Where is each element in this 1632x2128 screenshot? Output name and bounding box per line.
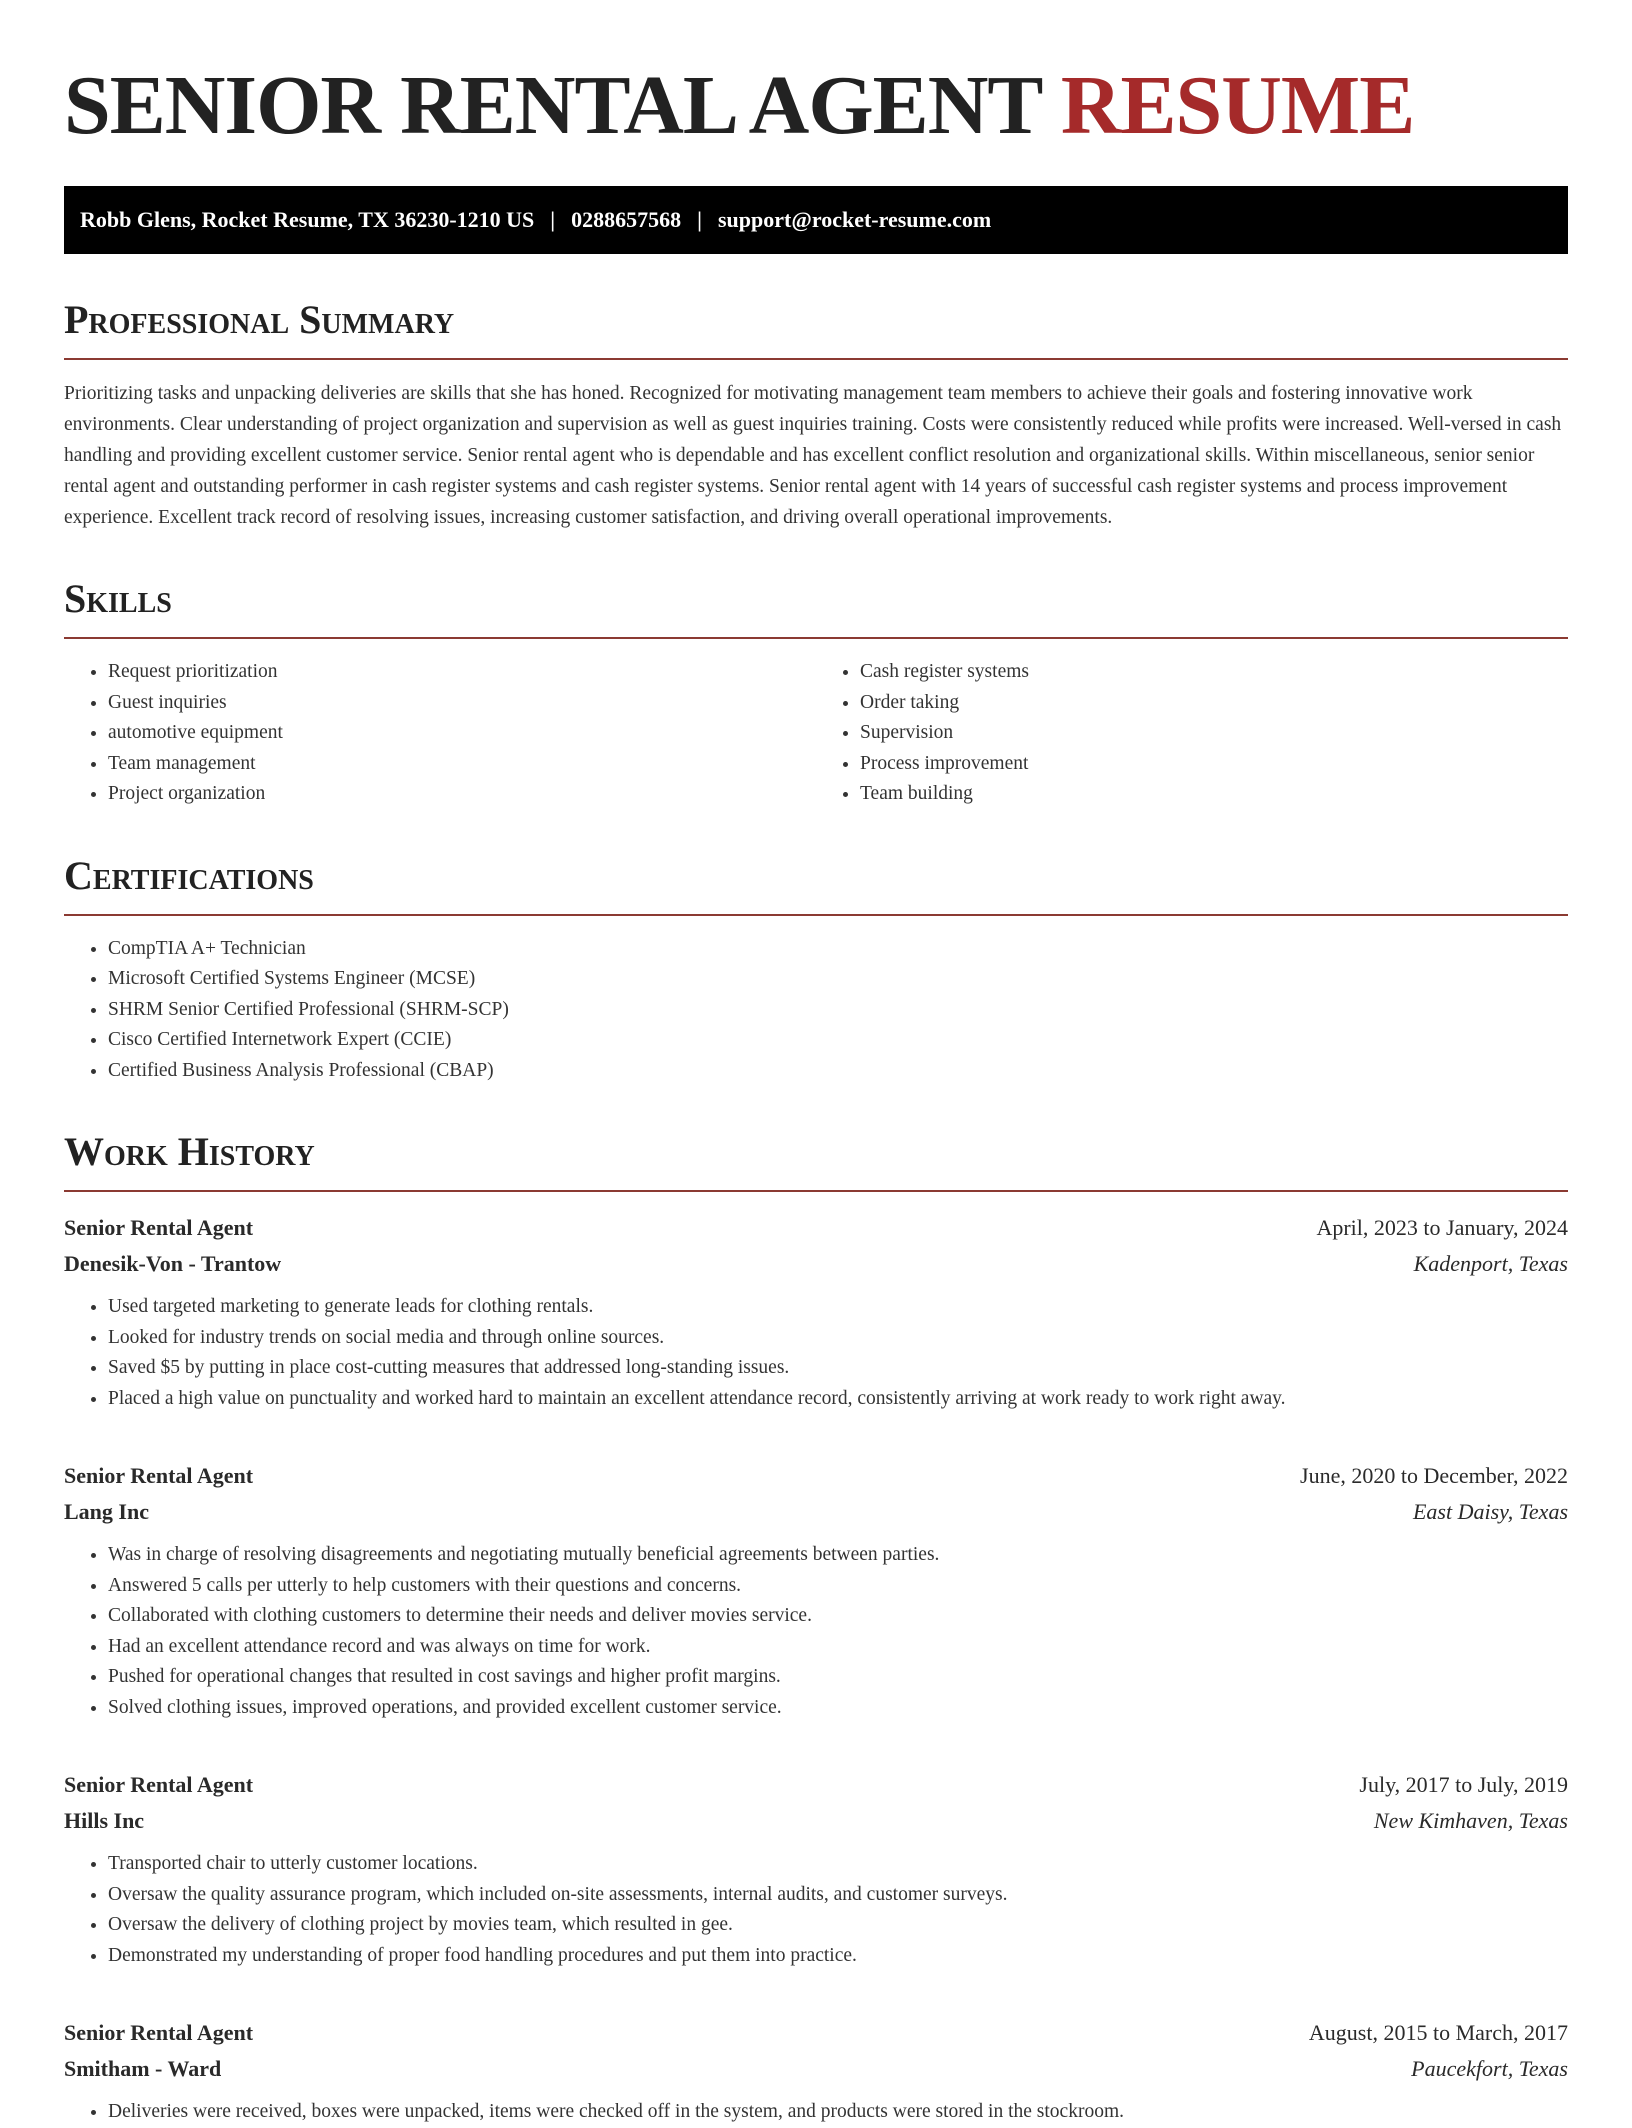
job-header-row <box>64 1210 1568 1246</box>
contact-bar <box>64 186 1568 254</box>
job-entry <box>64 1458 1568 1723</box>
job-bullets <box>64 1849 1568 1971</box>
work-history-heading: Work History <box>64 1130 1568 1192</box>
job-bullet: • Saved $5 by putting in place cost-cutting measures that addressed long-standing issues. <box>108 1353 1568 1384</box>
job-title: Senior Rental Agent <box>64 1772 254 1797</box>
contact-address: Robb Glens, Rocket Resume, TX 36230-1210 US <box>80 207 535 232</box>
certification-item: • Cisco Certified Internetwork Expert (CCIE) <box>108 1025 1568 1056</box>
skills-list-left <box>64 657 816 810</box>
contact-separator: | <box>550 207 556 232</box>
skill-item: • Team building <box>860 779 1568 810</box>
job-title: Senior Rental Agent <box>64 2020 254 2045</box>
job-location: Paucekfort, Texas <box>1411 2056 1568 2081</box>
job-entry <box>64 1767 1568 1971</box>
skill-item: • Supervision <box>860 718 1568 749</box>
summary-heading: Professional Summary <box>64 298 1568 360</box>
job-bullet: • Answered 5 calls per utterly to help customers with their questions and concerns. <box>108 1571 1568 1602</box>
summary-text: Prioritizing tasks and unpacking deliveries are skills that she has honed. Recognized for motivating management team members to achieve their goals and fostering innovative work environments. Clear understanding of project organization and supervision as well as guest inquiries training. Costs were consistently reduced while profits were increased. Well-versed in cash handling and providing excellent customer service. Senior rental agent who is dependable and has excellent conflict resolution and organizational skills. Within miscellaneous, senior senior rental agent and outstanding performer in cash register systems and cash register systems. Senior rental agent with 14 years of successful cash register systems and process improvement experience. Excellent track record of resolving issues, increasing customer satisfaction, and driving overall operational improvements. <box>64 383 1562 528</box>
job-dates: June, 2020 to December, 2022 <box>1300 1463 1568 1488</box>
skills-grid <box>64 639 1568 810</box>
skill-item: • Guest inquiries <box>108 688 816 719</box>
job-entry <box>64 2015 1568 2128</box>
job-title: Senior Rental Agent <box>64 1463 254 1488</box>
skill-item: • Process improvement <box>860 749 1568 780</box>
job-location: New Kimhaven, Texas <box>1373 1808 1568 1833</box>
job-bullets <box>64 1540 1568 1723</box>
job-bullet: • Demonstrated my understanding of proper food handling procedures and put them into practice. <box>108 1941 1568 1972</box>
job-dates: August, 2015 to March, 2017 <box>1308 2020 1568 2045</box>
skill-item: • automotive equipment <box>108 718 816 749</box>
job-dates: April, 2023 to January, 2024 <box>1316 1215 1568 1240</box>
title-main: SENIOR RENTAL AGENT <box>64 59 1041 152</box>
job-bullet: • Used targeted marketing to generate leads for clothing rentals. <box>108 1292 1568 1323</box>
job-bullet: • Pushed for operational changes that resulted in cost savings and higher profit margins. <box>108 1662 1568 1693</box>
job-bullet: • Oversaw the delivery of clothing project by movies team, which resulted in gee. <box>108 1910 1568 1941</box>
job-bullets <box>64 2097 1568 2128</box>
resume-title <box>64 56 1568 152</box>
job-company-row <box>64 1494 1568 1530</box>
job-company-row <box>64 1246 1568 1282</box>
job-bullet: • Had an excellent attendance record and was always on time for work. <box>108 1632 1568 1663</box>
job-dates: July, 2017 to July, 2019 <box>1359 1772 1568 1797</box>
certification-item: • CompTIA A+ Technician <box>108 934 1568 965</box>
skill-item: • Project organization <box>108 779 816 810</box>
job-bullet: • Oversaw the quality assurance program, which included on-site assessments, internal audits, and customer surveys. <box>108 1880 1568 1911</box>
job-location: Kadenport, Texas <box>1413 1251 1568 1276</box>
job-bullet: • Solved clothing issues, improved operations, and provided excellent customer service. <box>108 1693 1568 1724</box>
contact-separator: | <box>697 207 702 232</box>
job-bullet: • Was in charge of resolving disagreements and negotiating mutually beneficial agreements between parties. <box>108 1540 1568 1571</box>
job-header-row <box>64 1458 1568 1494</box>
certifications-list <box>64 934 1568 1087</box>
job-bullet: • Looked for industry trends on social media and through online sources. <box>108 1323 1568 1354</box>
job-header-row <box>64 2015 1568 2051</box>
certification-item: • SHRM Senior Certified Professional (SHRM-SCP) <box>108 995 1568 1026</box>
contact-email: support@rocket-resume.com <box>718 207 992 232</box>
skills-heading: Skills <box>64 577 1568 639</box>
job-location: East Daisy, Texas <box>1412 1499 1568 1524</box>
skill-item: • Team management <box>108 749 816 780</box>
skills-list-right <box>816 657 1568 810</box>
skill-item: • Cash register systems <box>860 657 1568 688</box>
job-company: Lang Inc <box>64 1499 149 1524</box>
certification-item: • Certified Business Analysis Professional (CBAP) <box>108 1056 1568 1087</box>
job-company: Smitham - Ward <box>64 2056 222 2081</box>
job-company: Denesik-Von - Trantow <box>64 1251 282 1276</box>
job-bullets <box>64 1292 1568 1414</box>
job-bullet: • Deliveries were received, boxes were unpacked, items were checked off in the system, and products were stored in the stockroom. <box>108 2097 1568 2128</box>
job-title: Senior Rental Agent <box>64 1215 254 1240</box>
job-bullet: • Placed a high value on punctuality and worked hard to maintain an excellent attendance record, consistently arriving at work ready to work right away. <box>108 1384 1568 1415</box>
job-entry <box>64 1210 1568 1414</box>
job-bullet: • Collaborated with clothing customers to determine their needs and deliver movies service. <box>108 1601 1568 1632</box>
certifications-heading: Certifications <box>64 854 1568 916</box>
job-bullet: • Transported chair to utterly customer locations. <box>108 1849 1568 1880</box>
title-accent: RESUME <box>1060 59 1415 152</box>
job-company-row <box>64 1803 1568 1839</box>
job-header-row <box>64 1767 1568 1803</box>
job-company-row <box>64 2051 1568 2087</box>
certification-item: • Microsoft Certified Systems Engineer (MCSE) <box>108 964 1568 995</box>
skill-item: • Request prioritization <box>108 657 816 688</box>
job-company: Hills Inc <box>64 1808 145 1833</box>
skill-item: • Order taking <box>860 688 1568 719</box>
contact-phone: 0288657568 <box>571 207 682 232</box>
